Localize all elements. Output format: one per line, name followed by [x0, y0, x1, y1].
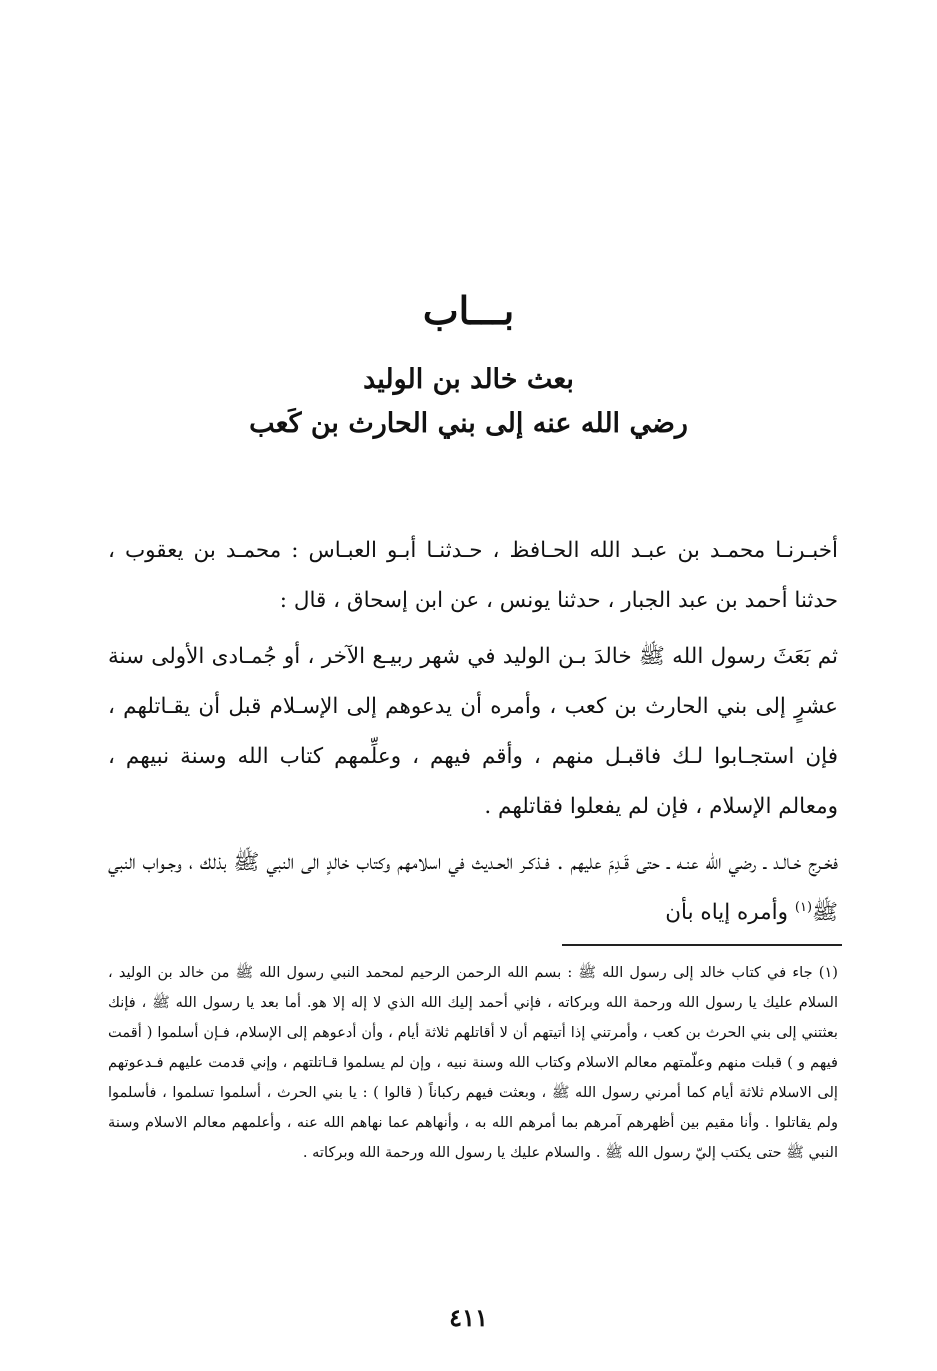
paragraph-3-tail: وأمره إياه بأن [665, 900, 795, 925]
paragraph-1-text: أخبـرنـا محمـد بن عبـد الله الحـافظ ، حـدثنـا أبـو العبـاس : محمـد بن يعقوب ، حدثنا أحمد بن عبد الجبار ، حدثنا يونس ، عن ابن إسحاق ، قال : [108, 538, 838, 613]
body-paragraph-3 [108, 838, 838, 938]
chapter-subtitle-line-2: رضي الله عنه إلى بني الحارث بن كَعب [249, 408, 688, 439]
footnote-marker: (١) [794, 899, 813, 915]
chapter-subtitle-line-1: بعث خالد بن الوليد [363, 364, 574, 395]
paragraph-3-main: فخـرج خـالـد ـ رضي الله عنـه ـ حتى قَـدِمَ عليهم . فـذكـر الحـديث في اسلامهم وكتاب خالدٍ الى النبي ﷺ بذلك ، وجـواب النبي ﷺ [108, 850, 838, 925]
body-paragraph-1 [108, 526, 838, 626]
paragraph-3-text [108, 838, 838, 938]
chapter-heading: بـــاب [422, 288, 515, 333]
page-number: ٤١١ [449, 1303, 488, 1332]
footnote-divider [562, 944, 842, 946]
body-paragraph-2 [108, 632, 838, 832]
footnote [108, 958, 838, 1168]
paragraph-2-text: ثم بَعَثَ رسول الله ﷺ خالدَ بـن الوليد في شهر ربيـع الآخر ، أو جُمـادى الأولى سنة عشرٍ إلى بني الحارث بن كعب ، وأمره أن يدعوهم إلى الإسـلام قبل أن يقـاتلهم ، فإن استجـابوا لـك فاقبـل منهم ، وأقم فيهم ، وعلِّمهم كتاب الله وسنة نبيهم ، ومعالم الإسلام ، فإن لم يفعلوا فقاتلهم . [108, 644, 838, 819]
footnote-text: (١) جاء في كتاب خالد إلى رسول الله ﷺ : بسم الله الرحمن الرحيم لمحمد النبي رسول الله ﷺ من خالد بن الوليد ، السلام عليك يا رسول الله ورحمة الله وبركاته ، فإني أحمد إليك الله الذي لا إله إلا هو. أما بعد يا رسول الله ﷺ ، فإنك بعثتني إلى بني الحرث بن كعب ، وأمرتني إذا أتيتهم أن لا أقاتلهم ثلاثة أيام ، وأن أدعوهم إلى الإسلام، فـإن أسلموا ( أقمت فيهم و ) قبلت منهم وعلّمتهم معالم الاسلام وكتاب الله وسنة نبيه ، وإن لم يسلموا قـاتلتهم ، وإني قدمت عليهم فـدعوتهم إلى الاسلام ثلاثة أيام كما أمرني رسول الله ﷺ ، وبعثت فيهم ركباناً ( قالوا ) : يا بني الحرث ، أسلموا تسلموا ، فأسلموا ولم يقاتلوا . وأنا مقيم بين أظهرهم آمرهم بما أمرهم الله به ، وأنهاهم عما نهاهم الله عنه ، وأعلمهم معالم الاسلام وسنة النبي ﷺ حتى يكتب إليّ رسول الله ﷺ . والسلام عليك يا رسول الله ورحمة الله وبركاته . [108, 964, 838, 1161]
